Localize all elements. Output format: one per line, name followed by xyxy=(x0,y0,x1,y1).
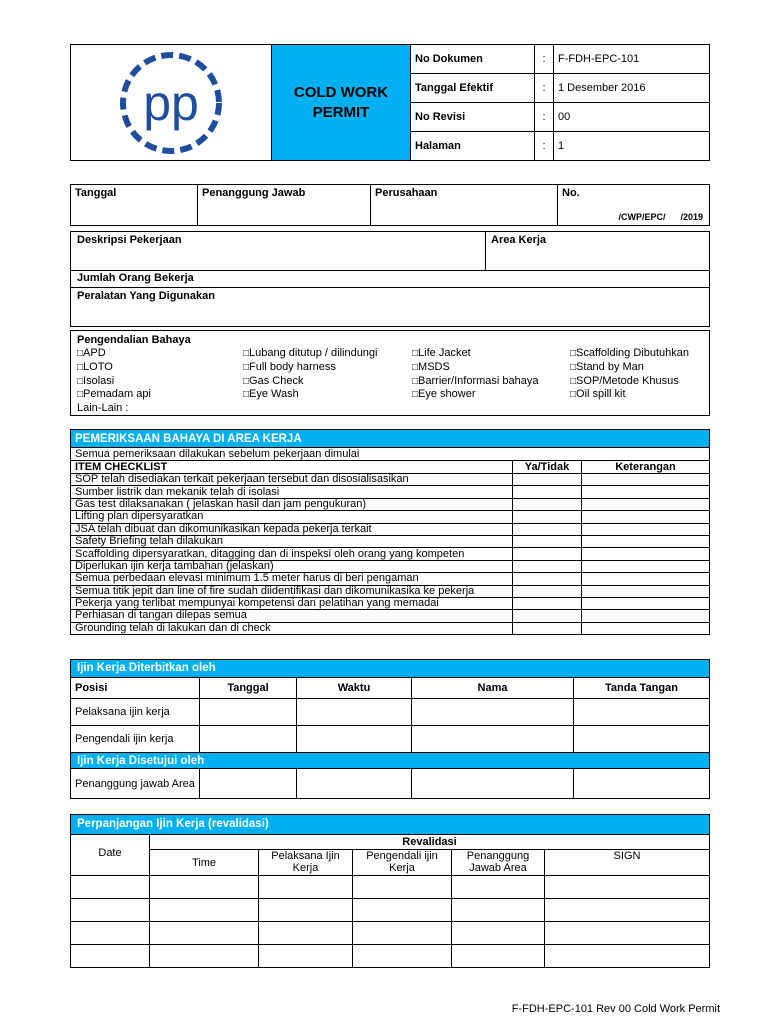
checklist-item: Lifting plan dipersyaratkan xyxy=(71,511,513,523)
tanggal-label: Tanggal xyxy=(71,185,198,226)
keterangan-cell[interactable] xyxy=(582,511,710,523)
reval-cell[interactable] xyxy=(545,876,710,899)
checklist-item: Safety Briefing telah dilakukan xyxy=(71,535,513,547)
checklist-item: Semua perbedaan elevasi minimum 1.5 meter harus di beri pengaman xyxy=(71,573,513,585)
date-header: Date xyxy=(71,835,150,876)
signature-cell[interactable] xyxy=(200,726,297,753)
issued-row-label: Pelaksana ijin kerja xyxy=(71,699,200,726)
hazard-item: □Isolasi xyxy=(77,374,115,387)
hazard-title: Pengendalian Bahaya xyxy=(77,334,191,346)
reval-cell[interactable] xyxy=(353,876,452,899)
table-row xyxy=(71,486,710,498)
table-row xyxy=(71,560,710,572)
inspection-title: PEMERIKSAAN BAHAYA DI AREA KERJA xyxy=(71,430,710,448)
signature-cell[interactable] xyxy=(297,726,412,753)
no-cell xyxy=(558,185,710,226)
pengendali-header: Pengendali ijin Kerja xyxy=(353,850,452,876)
keterangan-cell[interactable] xyxy=(582,585,710,597)
header-table xyxy=(70,44,710,161)
reval-cell[interactable] xyxy=(353,922,452,945)
reval-cell[interactable] xyxy=(71,876,150,899)
col-posisi: Posisi xyxy=(71,678,200,699)
description-block xyxy=(70,231,710,327)
col-keterangan: Keterangan xyxy=(582,461,710,474)
checklist-item: Sumber listrik dan mekanik telah di isolasi xyxy=(71,486,513,498)
footer-text: F-FDH-EPC-101 Rev 00 Cold Work Permit xyxy=(511,1003,720,1015)
ya-tidak-cell[interactable] xyxy=(513,548,582,560)
signature-cell[interactable] xyxy=(574,726,710,753)
info-table xyxy=(70,184,710,226)
hazard-item: □Eye shower xyxy=(412,388,476,401)
hazard-column xyxy=(412,347,539,402)
hazard-item: □Lubang ditutup / dilindungi xyxy=(243,347,378,359)
meta-label: No Revisi xyxy=(411,103,535,132)
reval-cell[interactable] xyxy=(545,922,710,945)
checklist-item: Pekerja yang terlibat mempunyai kompetensi dan pelatihan yang memadai xyxy=(71,597,513,609)
signature-cell[interactable] xyxy=(297,699,412,726)
reval-cell[interactable] xyxy=(353,945,452,968)
perusahaan-label: Perusahaan xyxy=(371,185,558,226)
hazard-item: □Full body harness xyxy=(243,360,336,373)
time-header: Time xyxy=(150,850,259,876)
keterangan-cell[interactable] xyxy=(582,486,710,498)
table-row xyxy=(71,474,710,486)
sign-header: SIGN xyxy=(545,850,710,876)
ya-tidak-cell[interactable] xyxy=(513,610,582,622)
ya-tidak-cell[interactable] xyxy=(513,486,582,498)
meta-value: 1 Desember 2016 xyxy=(554,74,710,103)
ya-tidak-cell[interactable] xyxy=(513,523,582,535)
revalidation-title: Perpanjangan Ijin Kerja (revalidasi) xyxy=(70,814,710,834)
ya-tidak-cell[interactable] xyxy=(513,474,582,486)
ya-tidak-cell[interactable] xyxy=(513,573,582,585)
reval-cell[interactable] xyxy=(150,899,259,922)
table-row xyxy=(71,585,710,597)
signature-cell[interactable] xyxy=(200,769,297,799)
inspection-table xyxy=(70,429,710,635)
signature-cell[interactable] xyxy=(574,769,710,799)
reval-cell[interactable] xyxy=(150,922,259,945)
penanggung-header: Penanggung Jawab Area xyxy=(452,850,545,876)
meta-label: Halaman xyxy=(411,132,535,161)
page-title: COLD WORK PERMIT xyxy=(272,45,411,161)
ya-tidak-cell[interactable] xyxy=(513,622,582,634)
logo-cell xyxy=(71,45,272,161)
reval-cell[interactable] xyxy=(452,922,545,945)
ya-tidak-cell[interactable] xyxy=(513,597,582,609)
divider xyxy=(71,287,709,288)
inspection-note: Semua pemeriksaan dilakukan sebelum pekerjaan dimulai xyxy=(71,448,710,461)
signature-cell[interactable] xyxy=(412,726,574,753)
keterangan-cell[interactable] xyxy=(582,610,710,622)
no-value: /CWP/EPC/ /2019 xyxy=(618,212,703,222)
table-row xyxy=(71,610,710,622)
deskripsi-label: Deskripsi Pekerjaan xyxy=(77,234,182,246)
signature-cell[interactable] xyxy=(412,699,574,726)
meta-label: No Dokumen xyxy=(411,45,535,74)
revalidation-table xyxy=(70,834,710,968)
table-row xyxy=(71,511,710,523)
keterangan-cell[interactable] xyxy=(582,573,710,585)
meta-value: 1 xyxy=(554,132,710,161)
table-row xyxy=(71,498,710,510)
checklist-item: Semua titik jepit dan line of fire sudah diidentifikasi dan dikomunikasika ke pekerja xyxy=(71,585,513,597)
issued-row-label: Pengendali ijin kerja xyxy=(71,726,200,753)
checklist-item: SOP telah disediakan terkait pekerjaan tersebut dan disosialisasikan xyxy=(71,474,513,486)
col-ya-tidak: Ya/Tidak xyxy=(513,461,582,474)
meta-value: F-FDH-EPC-101 xyxy=(554,45,710,74)
signature-cell[interactable] xyxy=(412,769,574,799)
lain-lain-label: Lain-Lain : xyxy=(77,402,129,415)
no-label: No. xyxy=(562,187,580,199)
keterangan-cell[interactable] xyxy=(582,597,710,609)
checklist-item: Perhiasan di tangan dilepas semua xyxy=(71,610,513,622)
ya-tidak-cell[interactable] xyxy=(513,511,582,523)
checklist-item: Gas test dilaksanakan ( jelaskan hasil dan jam pengukuran) xyxy=(71,498,513,510)
area-kerja-label: Area Kerja xyxy=(491,234,547,246)
meta-colon: : xyxy=(535,103,554,132)
issued-table xyxy=(70,677,710,799)
checklist-item: Scaffolding dipersyaratkan, ditagging dan di inspeksi oleh orang yang kompeten xyxy=(71,548,513,560)
ya-tidak-cell[interactable] xyxy=(513,498,582,510)
hazard-item: □SOP/Metode Khusus xyxy=(570,374,679,387)
table-row xyxy=(71,535,710,547)
hazard-item: □Life Jacket xyxy=(412,347,471,359)
keterangan-cell[interactable] xyxy=(582,498,710,510)
revalidasi-header: Revalidasi xyxy=(150,835,710,850)
approved-row-label: Penanggung jawab Area xyxy=(71,769,200,799)
table-row xyxy=(71,523,710,535)
hazard-item: □Gas Check xyxy=(243,374,304,387)
signature-cell[interactable] xyxy=(200,699,297,726)
ya-tidak-cell[interactable] xyxy=(513,585,582,597)
meta-colon: : xyxy=(535,74,554,103)
meta-colon: : xyxy=(535,45,554,74)
penanggung-jawab-label: Penanggung Jawab xyxy=(198,185,371,226)
reval-cell[interactable] xyxy=(452,945,545,968)
keterangan-cell[interactable] xyxy=(582,523,710,535)
meta-label: Tanggal Efektif xyxy=(411,74,535,103)
col-tanda-tangan: Tanda Tangan xyxy=(574,678,710,699)
meta-value: 00 xyxy=(554,103,710,132)
reval-cell[interactable] xyxy=(150,945,259,968)
ya-tidak-cell[interactable] xyxy=(513,535,582,547)
reval-cell[interactable] xyxy=(259,945,353,968)
keterangan-cell[interactable] xyxy=(582,622,710,634)
hazard-item: □Stand by Man xyxy=(570,360,644,373)
signature-cell[interactable] xyxy=(574,699,710,726)
keterangan-cell[interactable] xyxy=(582,535,710,547)
hazard-column xyxy=(77,347,151,415)
checklist-item: Diperlukan ijin kerja tambahan (jelaskan) xyxy=(71,560,513,572)
table-row xyxy=(71,548,710,560)
checklist-item: JSA telah dibuat dan dikomunikasikan kepada pekerja terkait xyxy=(71,523,513,535)
reval-cell[interactable] xyxy=(452,899,545,922)
divider xyxy=(71,270,709,271)
reval-cell[interactable] xyxy=(452,876,545,899)
table-row xyxy=(71,597,710,609)
reval-cell[interactable] xyxy=(353,899,452,922)
signature-cell[interactable] xyxy=(297,769,412,799)
reval-cell[interactable] xyxy=(259,899,353,922)
issued-title: Ijin Kerja Diterbitkan oleh xyxy=(70,659,710,677)
reval-cell[interactable] xyxy=(259,922,353,945)
peralatan-label: Peralatan Yang Digunakan xyxy=(77,290,215,302)
hazard-item: □Oil spill kit xyxy=(570,388,626,401)
hazard-item: □APD xyxy=(77,347,106,359)
logo-text: pp xyxy=(143,75,199,131)
hazard-control-block xyxy=(70,330,710,416)
hazard-item: □Pemadam api xyxy=(77,388,151,401)
hazard-item: □Scaffolding Dibutuhkan xyxy=(570,347,689,359)
hazard-item: □Eye Wash xyxy=(243,388,299,401)
hazard-column xyxy=(570,347,689,402)
checklist-item: Grounding telah di lakukan dan di check xyxy=(71,622,513,634)
reval-cell[interactable] xyxy=(150,876,259,899)
table-row xyxy=(71,622,710,634)
col-item-checklist: ITEM CHECKLIST xyxy=(71,461,513,474)
pelaksana-header: Pelaksana Ijin Kerja xyxy=(259,850,353,876)
hazard-item: □LOTO xyxy=(77,360,113,373)
pp-logo-icon xyxy=(116,48,226,158)
meta-colon: : xyxy=(535,132,554,161)
reval-cell[interactable] xyxy=(259,876,353,899)
keterangan-cell[interactable] xyxy=(582,548,710,560)
hazard-item: □Barrier/Informasi bahaya xyxy=(412,374,539,387)
col-waktu: Waktu xyxy=(297,678,412,699)
col-tanggal: Tanggal xyxy=(200,678,297,699)
keterangan-cell[interactable] xyxy=(582,474,710,486)
reval-cell[interactable] xyxy=(71,945,150,968)
keterangan-cell[interactable] xyxy=(582,560,710,572)
col-nama: Nama xyxy=(412,678,574,699)
reval-cell[interactable] xyxy=(545,945,710,968)
hazard-column xyxy=(243,347,378,402)
approved-title: Ijin Kerja Disetujui oleh xyxy=(71,753,710,769)
divider xyxy=(485,232,486,270)
ya-tidak-cell[interactable] xyxy=(513,560,582,572)
reval-cell[interactable] xyxy=(545,899,710,922)
reval-cell[interactable] xyxy=(71,922,150,945)
reval-cell[interactable] xyxy=(71,899,150,922)
jumlah-orang-label: Jumlah Orang Bekerja xyxy=(77,272,194,284)
hazard-item: □MSDS xyxy=(412,360,450,373)
table-row xyxy=(71,573,710,585)
